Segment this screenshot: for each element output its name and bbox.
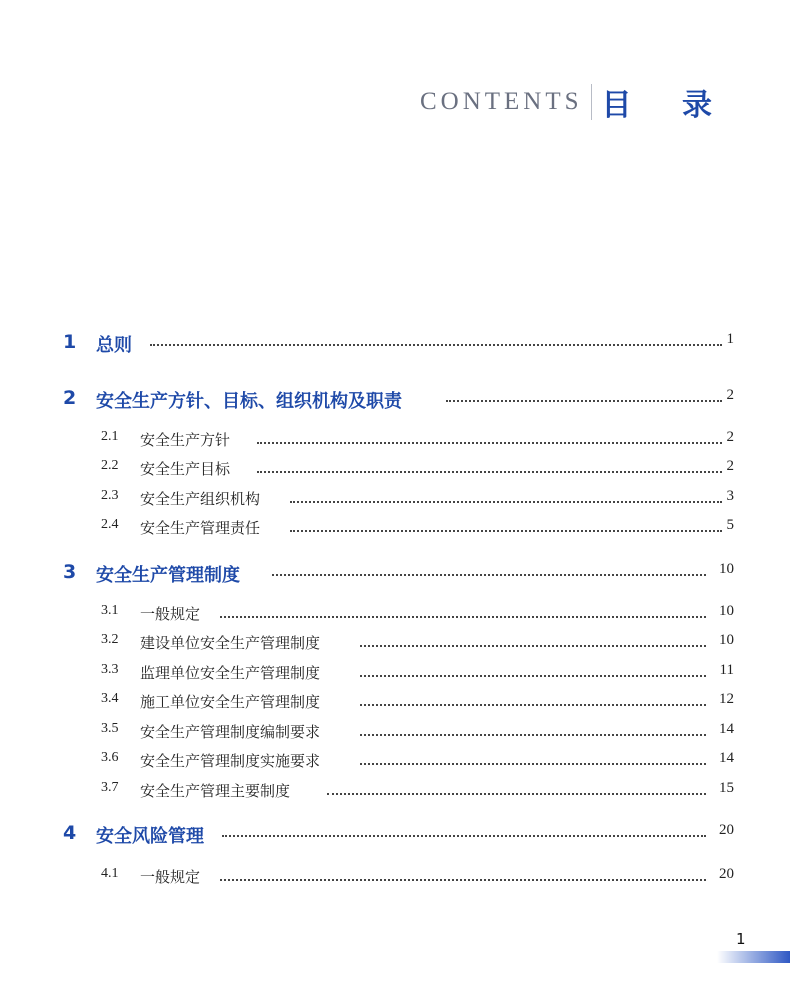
section-number: 3.3: [101, 662, 119, 677]
section-number: 3.7: [101, 780, 119, 795]
page-number-ref: 15: [719, 780, 734, 796]
dot-leader: [327, 793, 706, 795]
section-number: 3.5: [101, 721, 119, 736]
section-number: 2.4: [101, 517, 119, 532]
section-title: 一般规定: [140, 868, 201, 886]
page-number-ref: 3: [726, 488, 734, 504]
page-number-ref: 1: [726, 331, 734, 347]
section-number: 3.2: [101, 632, 119, 647]
page-number-ref: 10: [719, 603, 734, 619]
chapter-title: 安全生产管理制度: [96, 565, 240, 586]
dot-leader: [360, 675, 706, 677]
section-title: 监理单位安全生产管理制度: [140, 664, 321, 682]
chapter-number: 2: [63, 387, 77, 409]
dot-leader: [220, 879, 706, 881]
dot-leader: [150, 344, 722, 346]
dot-leader: [290, 501, 722, 503]
section-title: 安全生产方针: [140, 431, 231, 449]
dot-leader: [222, 835, 706, 837]
page-number-ref: 2: [726, 429, 734, 445]
dot-leader: [257, 471, 722, 473]
dot-leader: [446, 400, 722, 402]
chapter-number: 1: [63, 331, 77, 353]
chapter-title: 安全生产方针、目标、组织机构及职责: [96, 391, 402, 412]
page-number-ref: 2: [726, 387, 734, 403]
page-number-ref: 10: [719, 561, 734, 577]
chapter-number: 4: [63, 822, 77, 844]
section-title: 施工单位安全生产管理制度: [140, 693, 321, 711]
page-number-ref: 14: [719, 750, 734, 766]
dot-leader: [220, 616, 706, 618]
page-number-ref: 10: [719, 632, 734, 648]
contents-chinese-title: 目 录: [601, 88, 732, 123]
section-title: 安全生产目标: [140, 460, 231, 478]
section-number: 3.1: [101, 603, 119, 618]
section-number: 2.2: [101, 458, 119, 473]
dot-leader: [257, 442, 722, 444]
section-title: 安全生产管理制度编制要求: [140, 723, 321, 741]
page-number-ref: 14: [719, 721, 734, 737]
chapter-number: 3: [63, 561, 77, 583]
section-number: 4.1: [101, 866, 119, 881]
section-title: 安全生产管理主要制度: [140, 782, 291, 800]
dot-leader: [290, 530, 722, 532]
dot-leader: [360, 645, 706, 647]
section-number: 3.6: [101, 750, 119, 765]
section-title: 安全生产管理制度实施要求: [140, 752, 321, 770]
chapter-title: 总则: [96, 335, 132, 356]
page-number-ref: 2: [726, 458, 734, 474]
page-number-ref: 11: [719, 662, 734, 678]
section-number: 2.1: [101, 429, 119, 444]
page-number-ref: 12: [719, 691, 734, 707]
section-number: 2.3: [101, 488, 119, 503]
dot-leader: [272, 574, 706, 576]
section-title: 安全生产组织机构: [140, 490, 261, 508]
dot-leader: [360, 704, 706, 706]
chapter-title: 安全风险管理: [96, 826, 204, 847]
dot-leader: [360, 734, 706, 736]
footer-gradient-bar: [717, 951, 790, 963]
section-number: 3.4: [101, 691, 119, 706]
footer-page-number: 1: [736, 930, 746, 948]
page-number-ref: 5: [726, 517, 734, 533]
page-number-ref: 20: [719, 822, 734, 838]
section-title: 建设单位安全生产管理制度: [140, 634, 321, 652]
section-title: 安全生产管理责任: [140, 519, 261, 537]
dot-leader: [360, 763, 706, 765]
page-number-ref: 20: [719, 866, 734, 882]
section-title: 一般规定: [140, 605, 201, 623]
contents-english-title: CONTENTS: [419, 88, 583, 115]
